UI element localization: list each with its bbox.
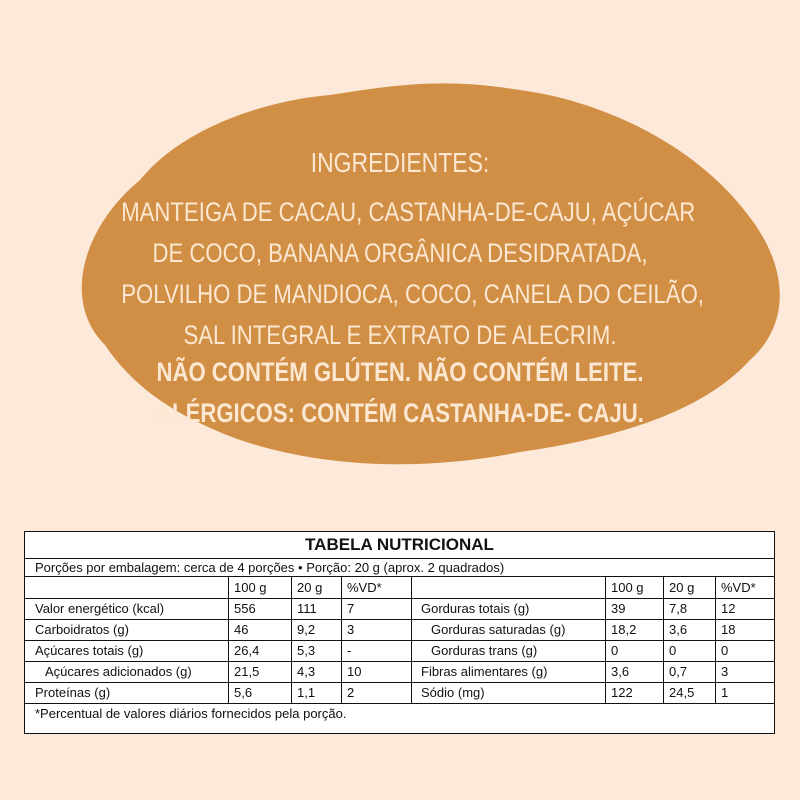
- nutrient-name: Valor energético (kcal): [35, 601, 165, 616]
- value-100g: 5,6: [234, 685, 253, 700]
- value-100g: 26,4: [234, 643, 260, 658]
- nutrition-header-row: [25, 577, 774, 599]
- table-row: [25, 682, 774, 704]
- ingredients-title: INGREDIENTES:: [310, 147, 490, 178]
- value-vd: 18: [721, 622, 736, 637]
- ingredients-line: SAL INTEGRAL E EXTRATO DE ALECRIM.: [183, 320, 617, 350]
- value-vd: 3: [721, 664, 729, 679]
- value-vd: -: [347, 643, 352, 658]
- value-100g: 556: [234, 601, 256, 616]
- value-20g: 4,3: [297, 664, 316, 679]
- table-row: [25, 598, 774, 620]
- ingredients-list: [121, 192, 704, 356]
- nutrient-name: Açúcares totais (g): [35, 643, 144, 658]
- value-vd: 12: [721, 601, 736, 616]
- gluten-lactose-warning: NÃO CONTÉM GLÚTEN. NÃO CONTÉM LEITE.: [156, 357, 644, 387]
- ingredients-line: MANTEIGA DE CACAU, CASTANHA-DE-CAJU, AÇÚCAR: [121, 197, 696, 227]
- value-20g: 7,8: [669, 601, 688, 616]
- nutrition-footnote: *Percentual de valores diários fornecidos pela porção.: [35, 706, 347, 721]
- value-100g: 3,6: [611, 664, 630, 679]
- header-100g-left: 100 g: [234, 580, 267, 595]
- value-100g: 0: [611, 643, 619, 658]
- value-vd: 1: [721, 685, 729, 700]
- allergen-warnings: [121, 352, 679, 434]
- ingredients-line: POLVILHO DE MANDIOCA, COCO, CANELA DO CEILÃO,: [121, 279, 704, 309]
- value-100g: 39: [611, 601, 626, 616]
- value-100g: 18,2: [611, 622, 637, 637]
- header-vd-left: %VD*: [347, 580, 382, 595]
- nutrient-name: Sódio (mg): [421, 685, 485, 700]
- allergen-warning: ALÉRGICOS: CONTÉM CASTANHA-DE- CAJU.: [156, 398, 644, 428]
- value-20g: 0: [669, 643, 677, 658]
- nutrition-table-title: TABELA NUTRICIONAL: [25, 532, 774, 559]
- nutrient-name: Açúcares adicionados (g): [45, 664, 192, 679]
- value-20g: 24,5: [669, 685, 695, 700]
- nutrient-name: Gorduras trans (g): [431, 643, 538, 658]
- nutrient-name: Fibras alimentares (g): [421, 664, 548, 679]
- nutrient-name: Gorduras saturadas (g): [431, 622, 566, 637]
- nutrient-name: Gorduras totais (g): [421, 601, 530, 616]
- value-100g: 122: [611, 685, 633, 700]
- table-row: [25, 661, 774, 683]
- nutrition-table: [24, 531, 775, 734]
- value-20g: 9,2: [297, 622, 316, 637]
- value-20g: 0,7: [669, 664, 688, 679]
- value-vd: 0: [721, 643, 729, 658]
- portions-info: Porções por embalagem: cerca de 4 porções • Porção: 20 g (aprox. 2 quadrados): [25, 558, 774, 577]
- value-vd: 7: [347, 601, 355, 616]
- value-vd: 3: [347, 622, 355, 637]
- ingredients-line: DE COCO, BANANA ORGÂNICA DESIDRATADA,: [152, 238, 648, 268]
- value-100g: 46: [234, 622, 249, 637]
- header-vd-right: %VD*: [721, 580, 756, 595]
- nutrient-name: Proteínas (g): [35, 685, 111, 700]
- table-row: [25, 619, 774, 641]
- value-20g: 111: [297, 601, 317, 616]
- value-vd: 10: [347, 664, 362, 679]
- value-20g: 1,1: [297, 685, 316, 700]
- value-20g: 3,6: [669, 622, 688, 637]
- table-row: [25, 640, 774, 662]
- header-20g-left: 20 g: [297, 580, 323, 595]
- value-100g: 21,5: [234, 664, 260, 679]
- value-20g: 5,3: [297, 643, 316, 658]
- header-20g-right: 20 g: [669, 580, 695, 595]
- value-vd: 2: [347, 685, 355, 700]
- nutrient-name: Carboidratos (g): [35, 622, 129, 637]
- header-100g-right: 100 g: [611, 580, 644, 595]
